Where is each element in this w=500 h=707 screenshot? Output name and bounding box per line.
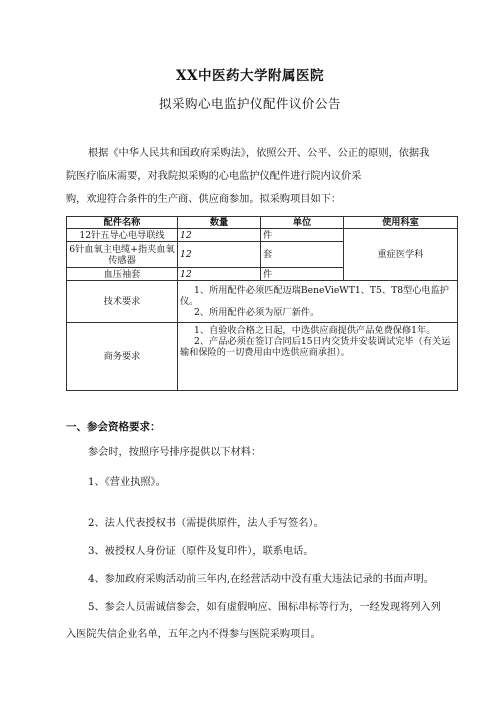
cell-unit: 套 [261, 242, 344, 268]
tech-requirement-line: 1、所用配件必须匹配迈瑞BeneVieWT1、T5、T8型心电监护仪。 [180, 285, 449, 307]
section-heading: 一、参会资格要求： [66, 421, 161, 433]
header-part-name: 配件名称 [67, 217, 178, 229]
intro-line: 购，欢迎符合条件的生产商、供应商参加。拟采购项目如下： [66, 194, 342, 205]
cell-part-name: 6针血氧主电缆+指夹血氧传感器 [67, 242, 178, 268]
document-subtitle: 拟采购心电监护仪配件议价公告 [158, 96, 341, 111]
list-item: 2、法人代表授权书（需提供原件，法人手写签名）。 [88, 518, 324, 529]
cell-department: 重症医学科 [344, 229, 458, 281]
intro-line: 根据《中华人民共和国政府采购法》，依照公开、公平、公正的原则，依据我 [88, 148, 430, 159]
intro-line: 院医疗临床需要，对我院拟采购的心电监护仪配件进行院内议价采 [66, 171, 362, 182]
table-row-service [67, 323, 458, 391]
cell-service-requirements [178, 323, 458, 391]
cell-quantity: 12 [178, 268, 261, 281]
list-item: 1、《营业执照》。 [88, 477, 166, 488]
procurement-table [66, 216, 458, 391]
cell-unit: 件 [261, 268, 344, 281]
cell-service-label: 商务要求 [67, 323, 178, 391]
cell-part-name: 血压袖套 [67, 268, 178, 281]
header-department: 使用科室 [344, 217, 458, 229]
tech-requirement-line: 2、所用配件必须为原厂新件。 [194, 307, 320, 318]
cell-quantity: 12 [178, 229, 261, 242]
document-title: XX中医药大学附属医院 [176, 68, 324, 84]
table-row-tech [67, 281, 458, 323]
section-intro: 参会时，按照序号排序提供以下材料： [88, 447, 262, 458]
service-requirement-line: 1、自验收合格之日起，中选供应商提供产品免费保修1年。 [194, 325, 436, 336]
list-item: 入医院失信企业名单，五年之内不得参与医院采购项目。 [66, 629, 321, 640]
list-item: 5、参会人员需诚信参会，如有虚假响应、围标串标等行为，一经发现将列入列 [88, 602, 441, 613]
cell-tech-label: 技术要求 [67, 281, 178, 323]
cell-part-name: 12针五导心电导联线 [67, 229, 178, 242]
list-item: 3、被授权人身份证（原件及复印件），联系电话。 [88, 546, 314, 557]
list-item: 4、参加政府采购活动前三年内,在经营活动中没有重大违法记录的书面声明。 [88, 574, 434, 585]
table-header-row [67, 217, 458, 229]
header-quantity: 数量 [178, 217, 261, 229]
cell-quantity: 12 [178, 242, 261, 268]
header-unit: 单位 [261, 217, 344, 229]
service-requirement-line: 2、产品必须在签订合同后15日内交货并安装调试完毕（有关运输和保险的一切费用由中选供应商承担）。 [180, 336, 451, 358]
intro-paragraph [66, 146, 458, 207]
cell-unit: 件 [261, 229, 344, 242]
cell-tech-requirements [178, 281, 458, 323]
table-row [67, 229, 458, 242]
